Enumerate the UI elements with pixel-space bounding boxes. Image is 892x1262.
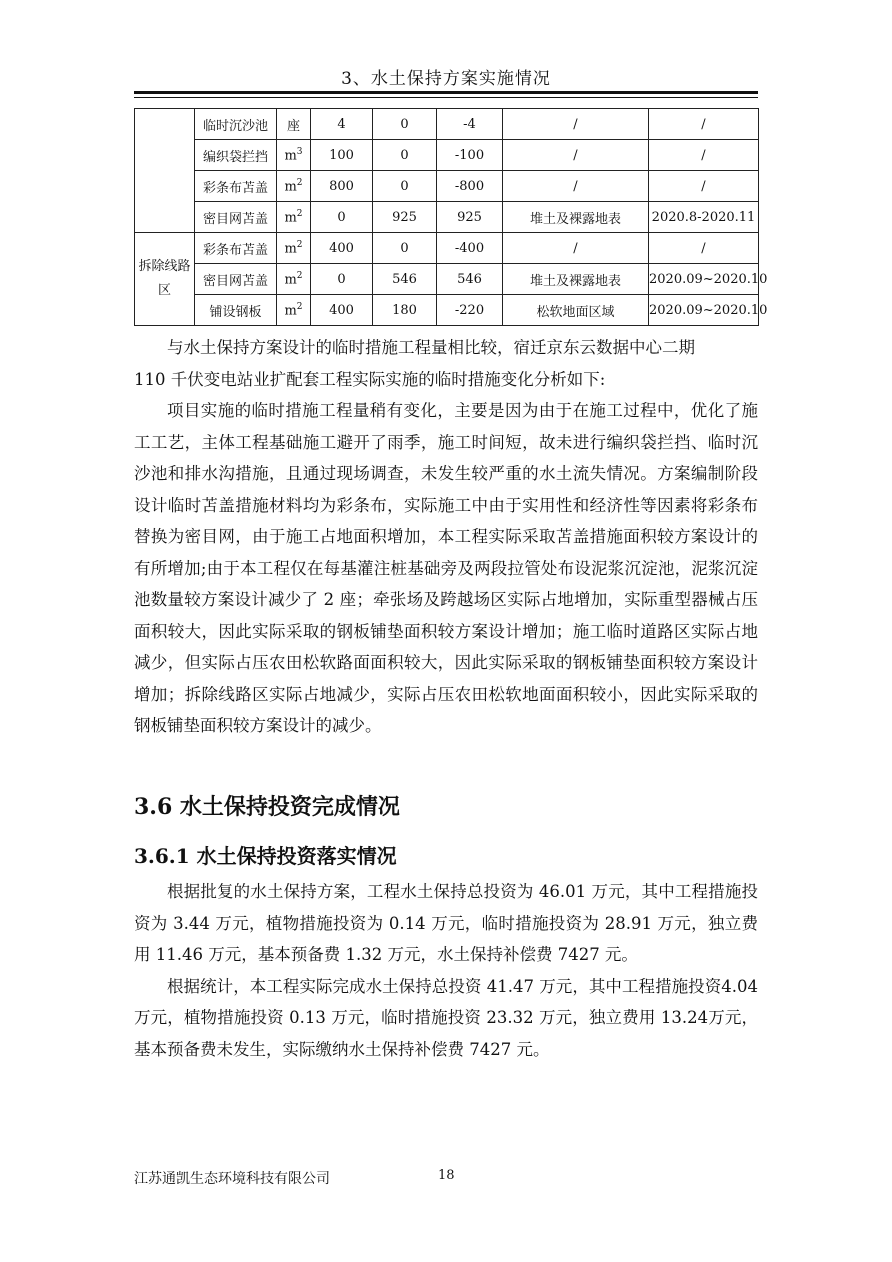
header-rule-thick [134, 91, 758, 94]
plan-cell: 100 [311, 140, 373, 171]
actual-cell: 180 [373, 295, 437, 326]
actual-cell: 546 [373, 264, 437, 295]
paragraph-intro-cont: 110 千伏变电站业扩配套工程实际实施的临时措施变化分析如下: [134, 369, 606, 389]
change-cell: -400 [437, 233, 503, 264]
time-cell: / [649, 109, 759, 140]
location-cell: / [503, 140, 649, 171]
time-cell: / [649, 233, 759, 264]
plan-cell: 0 [311, 202, 373, 233]
change-cell: -800 [437, 171, 503, 202]
plan-cell: 0 [311, 264, 373, 295]
area-cell [135, 109, 195, 233]
change-cell: -4 [437, 109, 503, 140]
location-cell: 堆土及裸露地表 [503, 202, 649, 233]
unit-cell: $m^2$ [277, 233, 311, 264]
change-cell: -220 [437, 295, 503, 326]
table-row [135, 109, 759, 140]
time-cell: 2020.09~2020.10 [649, 264, 759, 295]
measures-table [134, 108, 768, 326]
item-cell: 编织袋拦挡 [195, 140, 277, 171]
section-heading: 3.6 水土保持投资完成情况 [134, 794, 400, 820]
actual-cell: 0 [373, 109, 437, 140]
footer-company: 江苏通凯生态环境科技有限公司 [134, 1171, 330, 1187]
location-cell: / [503, 171, 649, 202]
table-row [135, 202, 759, 233]
area-cell: 拆除线路区 [135, 233, 195, 326]
plan-cell: 4 [311, 109, 373, 140]
header-rule-thin [134, 97, 758, 98]
paragraph-actual-investment: 根据统计，本工程实际完成水土保持总投资 41.47 万元，其中工程措施投资4.04 万元，植物措施投资 0.13 万元，临时措施投资 23.32 万元，独立费用 13.24万元，基本预备费未发生，实际缴纳水土保持补偿费 7427 元。 [134, 976, 758, 1059]
investment-section [134, 876, 758, 1065]
table-row [135, 295, 759, 326]
actual-cell: 0 [373, 233, 437, 264]
subsection-heading: 3.6.1 水土保持投资落实情况 [134, 844, 397, 868]
unit-cell: $m^2$ [277, 171, 311, 202]
actual-cell: 925 [373, 202, 437, 233]
actual-cell: 0 [373, 140, 437, 171]
unit-cell: $m^3$ [277, 140, 311, 171]
location-cell: 堆土及裸露地表 [503, 264, 649, 295]
actual-cell: 0 [373, 171, 437, 202]
time-cell: / [649, 140, 759, 171]
table-row [135, 171, 759, 202]
page-header-title: 3、水土保持方案实施情况 [341, 69, 551, 89]
unit-cell: $m^2$ [277, 264, 311, 295]
item-cell: 彩条布苫盖 [195, 233, 277, 264]
time-cell: 2020.8-2020.11 [649, 202, 759, 233]
location-cell: / [503, 109, 649, 140]
item-cell: 铺设钢板 [195, 295, 277, 326]
item-cell: 彩条布苫盖 [195, 171, 277, 202]
plan-cell: 400 [311, 295, 373, 326]
plan-cell: 400 [311, 233, 373, 264]
time-cell: 2020.09~2020.10 [649, 295, 759, 326]
location-cell: 松软地面区域 [503, 295, 649, 326]
plan-cell: 800 [311, 171, 373, 202]
analysis-section [134, 332, 758, 742]
item-cell: 临时沉沙池 [195, 109, 277, 140]
item-cell: 密目网苫盖 [195, 264, 277, 295]
unit-cell: 座 [277, 109, 311, 140]
paragraph-intro: 与水土保持方案设计的临时措施工程量相比较，宿迁京东云数据中心二期 [167, 338, 695, 357]
table-row [135, 264, 759, 295]
change-cell: 546 [437, 264, 503, 295]
unit-cell: $m^2$ [277, 202, 311, 233]
unit-cell: $m^2$ [277, 295, 311, 326]
time-cell: / [649, 171, 759, 202]
table-row [135, 140, 759, 171]
paragraph-analysis: 项目实施的临时措施工程量稍有变化，主要是因为由于在施工过程中，优化了施工工艺，主体工程基础施工避开了雨季，施工时间短，故未进行编织袋拦挡、临时沉沙池和排水沟措施，且通过现场调查，未发生较严重的水土流失情况。方案编制阶段设计临时苫盖措施材料均为彩条布，实际施工中由于实用性和经济性等因素将彩条布替换为密目网，由于施工占地面积增加，本工程实际采取苫盖措施面积较方案设计的有所增加;由于本工程仅在每基灌注桩基础旁及两段拉管处布设泥浆沉淀池，泥浆沉淀池数量较方案设计减少了 2 座；牵张场及跨越场区实际占地增加，实际重型器械占压面积较大，因此实际采取的钢板铺垫面积较方案设计增加；施工临时道路区实际占地减少，但实际占压农田松软路面面积较大，因此实际采取的钢板铺垫面积较方案设计增加；拆除线路区实际占地减少，实际占压农田松软地面面积较小，因此实际采取的钢板铺垫面积较方案设计的减少。 [134, 401, 758, 735]
page-number: 18 [438, 1168, 455, 1183]
change-cell: -100 [437, 140, 503, 171]
change-cell: 925 [437, 202, 503, 233]
item-cell: 密目网苫盖 [195, 202, 277, 233]
table-row [135, 233, 759, 264]
paragraph-approved-investment: 根据批复的水土保持方案，工程水土保持总投资为 46.01 万元，其中工程措施投资为 3.44 万元，植物措施投资为 0.14 万元，临时措施投资为 28.91 万元，独立费用 11.46 万元，基本预备费 1.32 万元，水土保持补偿费 7427 元。 [134, 882, 758, 964]
location-cell: / [503, 233, 649, 264]
